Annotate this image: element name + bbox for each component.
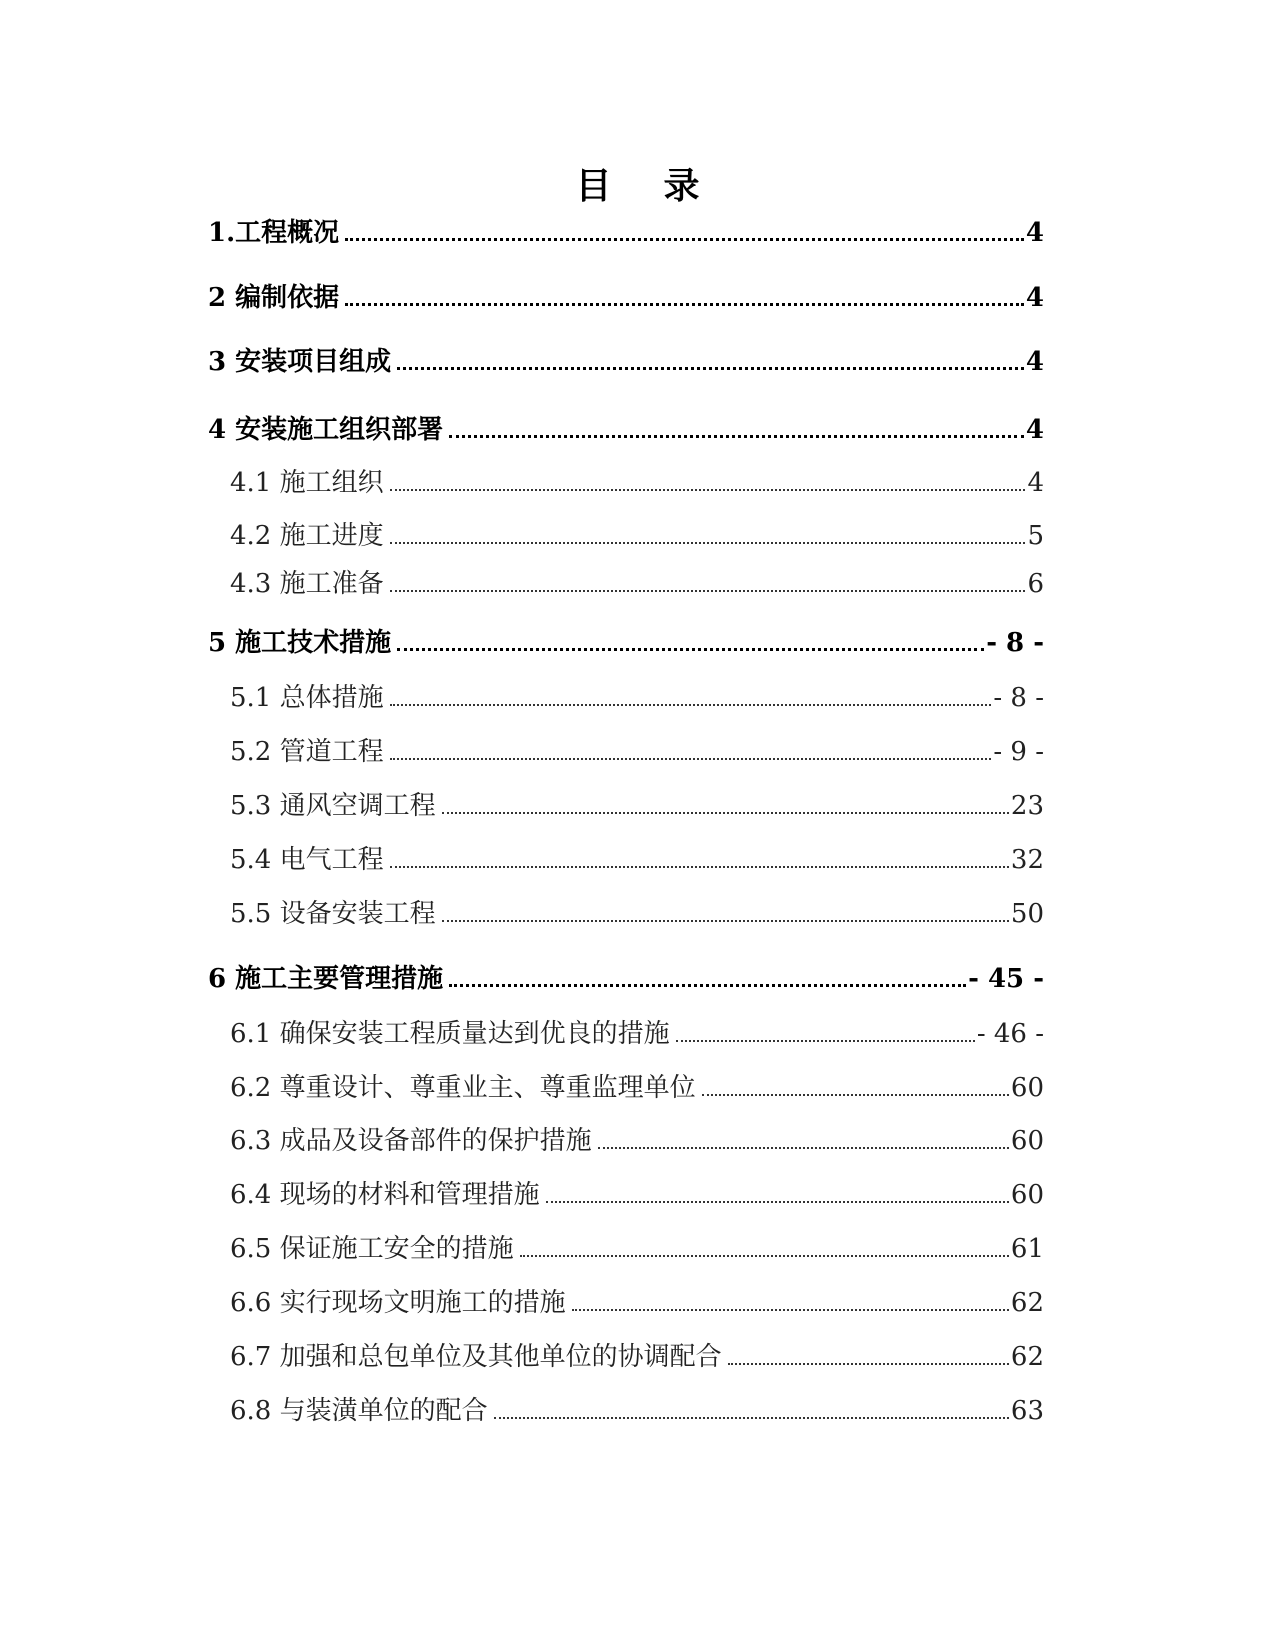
toc-entry-page: 4 bbox=[1025, 347, 1044, 377]
toc-entry[interactable] bbox=[230, 563, 1044, 600]
toc-entry-label: 6.4 现场的材料和管理措施 bbox=[230, 1180, 540, 1210]
toc-dot-leader bbox=[546, 1200, 1009, 1203]
toc-dot-leader bbox=[449, 434, 1024, 438]
toc-entry[interactable] bbox=[208, 622, 1044, 659]
toc-entry-label: 6 施工主要管理措施 bbox=[208, 964, 444, 994]
toc-dot-leader bbox=[397, 366, 1024, 370]
toc-entry-page: 4 bbox=[1025, 415, 1044, 445]
toc-entry-label: 6.3 成品及设备部件的保护措施 bbox=[230, 1126, 592, 1156]
toc-dot-leader bbox=[390, 589, 1026, 592]
toc-entry-page: 32 bbox=[1010, 845, 1044, 875]
toc-entry-label: 6.2 尊重设计、尊重业主、尊重监理单位 bbox=[230, 1073, 696, 1103]
toc-entry[interactable] bbox=[230, 785, 1044, 822]
toc-entry[interactable] bbox=[230, 1067, 1044, 1104]
toc-entry-label: 5.4 电气工程 bbox=[230, 845, 384, 875]
toc-dot-leader bbox=[728, 1362, 1009, 1365]
toc-dot-leader bbox=[676, 1039, 975, 1042]
toc-entry-page: - 8 - bbox=[993, 683, 1044, 713]
toc-entry-page: 62 bbox=[1010, 1342, 1044, 1372]
toc-dot-leader bbox=[397, 647, 984, 651]
toc-dot-leader bbox=[598, 1146, 1009, 1149]
toc-dot-leader bbox=[390, 488, 1026, 491]
toc-entry-page: 63 bbox=[1010, 1396, 1044, 1426]
toc-entry[interactable] bbox=[230, 515, 1044, 552]
toc-entry-page: 60 bbox=[1010, 1180, 1044, 1210]
toc-entry-label: 1.工程概况 bbox=[208, 218, 340, 248]
toc-entry-label: 6.6 实行现场文明施工的措施 bbox=[230, 1288, 566, 1318]
toc-entry[interactable] bbox=[230, 839, 1044, 876]
toc-dot-leader bbox=[345, 302, 1024, 306]
toc-entry-page: - 45 - bbox=[968, 964, 1044, 994]
toc-entry-label: 4 安装施工组织部署 bbox=[208, 415, 444, 445]
toc-dot-leader bbox=[390, 757, 992, 760]
toc-entry-label: 5.3 通风空调工程 bbox=[230, 791, 436, 821]
toc-entry-label: 5.1 总体措施 bbox=[230, 683, 384, 713]
toc-title-char-2: 录 bbox=[663, 165, 700, 207]
toc-entry-page: 6 bbox=[1027, 569, 1044, 599]
toc-entry[interactable] bbox=[230, 1174, 1044, 1211]
toc-entry[interactable] bbox=[230, 1282, 1044, 1319]
toc-dot-leader bbox=[345, 237, 1024, 241]
toc-entry[interactable] bbox=[230, 462, 1044, 499]
toc-title-char-1: 目 bbox=[575, 165, 612, 207]
toc-entry[interactable] bbox=[230, 1390, 1044, 1427]
toc-dot-leader bbox=[390, 865, 1009, 868]
toc-entry-page: 50 bbox=[1010, 899, 1044, 929]
toc-entry[interactable] bbox=[230, 1336, 1044, 1373]
toc-entry-page: 62 bbox=[1010, 1288, 1044, 1318]
toc-entry-page: - 8 - bbox=[986, 628, 1044, 658]
toc-entry-label: 3 安装项目组成 bbox=[208, 347, 392, 377]
toc-entry-label: 6.1 确保安装工程质量达到优良的措施 bbox=[230, 1019, 670, 1049]
toc-entry-label: 5.2 管道工程 bbox=[230, 737, 384, 767]
toc-entry-page: 4 bbox=[1027, 468, 1044, 498]
toc-entry-label: 6.7 加强和总包单位及其他单位的协调配合 bbox=[230, 1342, 722, 1372]
toc-entry-page: 60 bbox=[1010, 1073, 1044, 1103]
toc-entry-page: - 46 - bbox=[976, 1019, 1044, 1049]
toc-entry[interactable] bbox=[230, 1013, 1044, 1050]
toc-entry[interactable] bbox=[208, 277, 1044, 314]
toc-entry-page: 60 bbox=[1010, 1126, 1044, 1156]
toc-dot-leader bbox=[442, 811, 1009, 814]
toc-dot-leader bbox=[442, 919, 1009, 922]
toc-entry-page: - 9 - bbox=[993, 737, 1044, 767]
toc-entry[interactable] bbox=[230, 1120, 1044, 1157]
toc-entry-label: 5.5 设备安装工程 bbox=[230, 899, 436, 929]
toc-entry-page: 4 bbox=[1025, 218, 1044, 248]
toc-entry[interactable] bbox=[230, 677, 1044, 714]
toc-entry-label: 6.5 保证施工安全的措施 bbox=[230, 1234, 514, 1264]
toc-entry-page: 5 bbox=[1027, 521, 1044, 551]
toc-entry-page: 61 bbox=[1010, 1234, 1044, 1264]
toc-entry-label: 4.2 施工进度 bbox=[230, 521, 384, 551]
toc-entry[interactable] bbox=[208, 958, 1044, 995]
toc-entry-page: 4 bbox=[1025, 283, 1044, 313]
toc-entry-label: 4.3 施工准备 bbox=[230, 569, 384, 599]
toc-entry[interactable] bbox=[208, 341, 1044, 378]
toc-entry[interactable] bbox=[208, 409, 1044, 446]
toc-entry[interactable] bbox=[230, 1228, 1044, 1265]
toc-entry-label: 4.1 施工组织 bbox=[230, 468, 384, 498]
toc-entry[interactable] bbox=[230, 893, 1044, 930]
toc-dot-leader bbox=[390, 541, 1026, 544]
toc-dot-leader bbox=[702, 1093, 1009, 1096]
toc-entry[interactable] bbox=[230, 731, 1044, 768]
toc-dot-leader bbox=[520, 1254, 1009, 1257]
toc-dot-leader bbox=[449, 983, 966, 987]
toc-entry-page: 23 bbox=[1010, 791, 1044, 821]
toc-entry-label: 2 编制依据 bbox=[208, 283, 340, 313]
toc-entry-label: 6.8 与装潢单位的配合 bbox=[230, 1396, 488, 1426]
toc-entry-label: 5 施工技术措施 bbox=[208, 628, 392, 658]
toc-dot-leader bbox=[390, 703, 992, 706]
toc-dot-leader bbox=[494, 1416, 1009, 1419]
toc-dot-leader bbox=[572, 1308, 1009, 1311]
toc-entry[interactable] bbox=[208, 212, 1044, 249]
